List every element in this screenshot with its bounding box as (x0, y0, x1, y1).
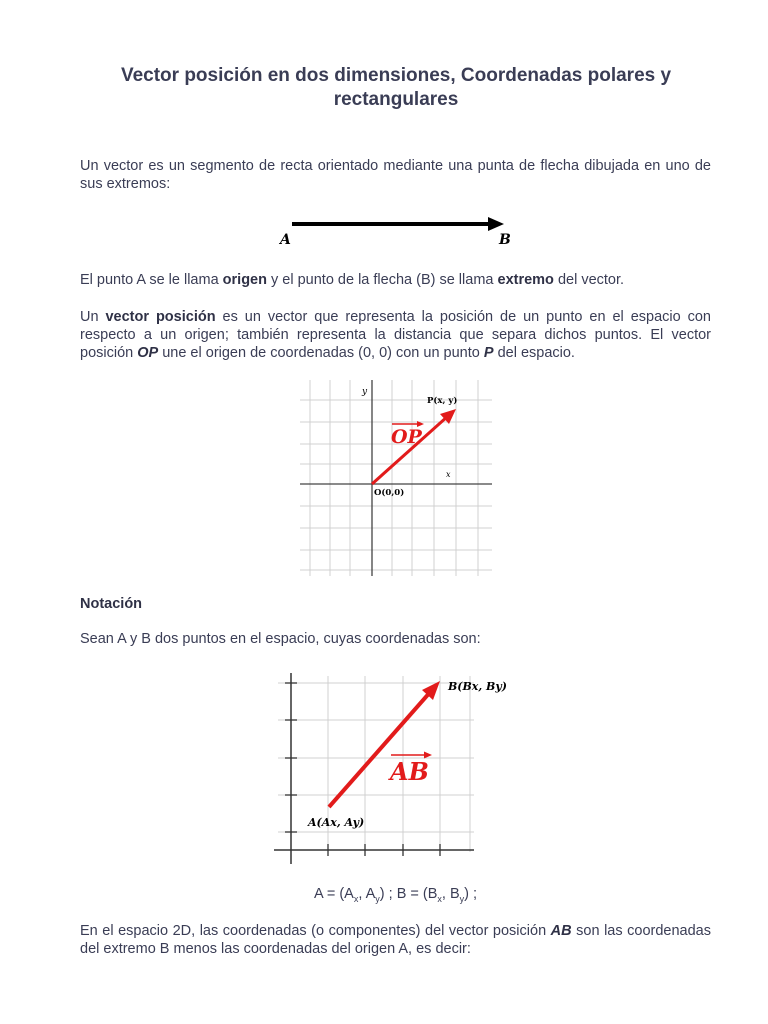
ab-term: AB (550, 923, 572, 939)
x-axis-label: x (446, 470, 451, 479)
point-a-label: A (280, 232, 291, 248)
arrow-head (488, 217, 504, 231)
vector-arrow-figure (270, 212, 520, 252)
coordinates-line: $A = (A_x$, $A_y$) ; $B = (B_x$, $B_y$) ; (313, 886, 478, 904)
point-a-label: A(Ax, Ay) (308, 816, 365, 829)
point-b-label: B (499, 232, 511, 248)
ab-vector-label: AB (390, 757, 429, 786)
page-title: Vector posición en dos dimensiones, Coordenadas polares y rectangulares (120, 65, 672, 110)
intro-paragraph: Un vector es un segmento de recta orientado mediante una punta de flecha dibujada en uno de sus extremos: (80, 158, 711, 192)
position-vector-term: vector posición (105, 309, 216, 325)
origin-label: O(0,0) (374, 488, 405, 498)
ab-vector-line (329, 690, 432, 807)
op-term: OP (137, 345, 159, 361)
point-b-label: B(Bx, By) (448, 680, 507, 693)
point-p-label: P(x, y) (427, 396, 458, 406)
position-vector-paragraph: Un vector posición es un vector que representa la posición de un punto en el espacio con respecto a un origen; también representa la distancia que separa dichos puntos. El vector posición OP une el origen de coordenadas (0, 0) con un punto P del espacio. (80, 309, 711, 361)
origin-extreme-paragraph: El punto A se le llama origen y el punto de la flecha (B) se llama extremo del vector. (80, 272, 625, 288)
components-paragraph: En el espacio 2D, las coordenadas (o componentes) del vector posición AB son las coordenadas del extremo B menos las coordenadas del origen A, es decir: (80, 923, 711, 957)
ab-vector-figure (270, 670, 510, 866)
extreme-term: extremo (497, 272, 554, 288)
y-axis-label: y (362, 387, 368, 397)
op-vector-figure (300, 380, 492, 576)
notation-heading: Notación (80, 596, 143, 612)
p-term: P (483, 345, 494, 361)
op-vector-label: OP (391, 426, 422, 448)
origin-term: origen (222, 272, 267, 288)
grid-lines (300, 380, 492, 576)
points-paragraph: Sean A y B dos puntos en el espacio, cuyas coordenadas son: (80, 631, 481, 647)
